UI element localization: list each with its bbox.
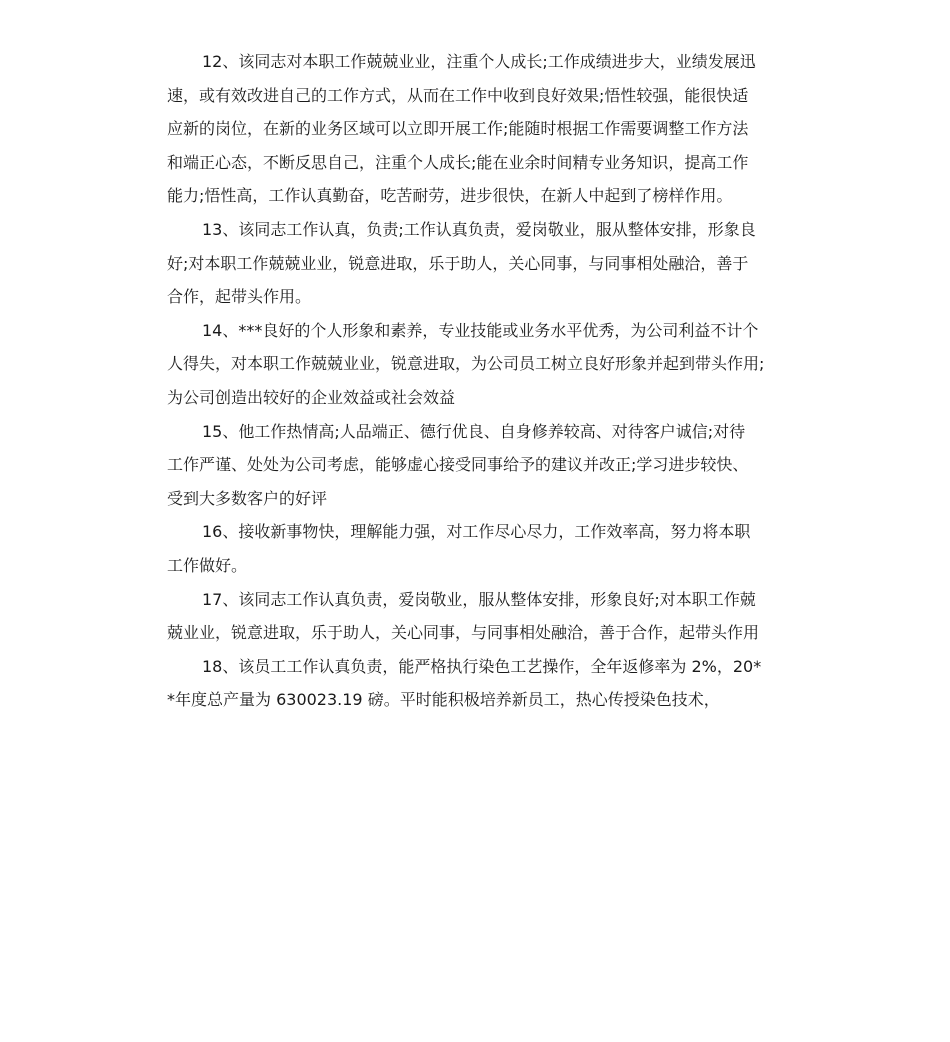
text-line: 14、***良好的个人形象和素养，专业技能或业务水平优秀，为公司利益不计个 [202,320,759,340]
text-line: 工作做好。 [167,555,248,575]
paragraph-17 [167,583,783,650]
document-body [167,45,783,717]
text-line: 兢业业，锐意进取，乐于助人，关心同事，与同事相处融洽，善于合作，起带头作用 [167,623,760,643]
text-line: 速，或有效改进自己的工作方式，从而在工作中收到良好效果;悟性较强，能很快适 [167,85,749,105]
text-line: 16、接收新事物快，理解能力强，对工作尽心尽力，工作效率高，努力将本职 [202,522,751,542]
text-line: 人得失，对本职工作兢兢业业，锐意进取，为公司员工树立良好形象并起到带头作用; [167,354,765,374]
paragraph-14 [167,314,783,415]
text-line: 合作，起带头作用。 [167,287,312,307]
text-line: 12、该同志对本职工作兢兢业业，注重个人成长;工作成绩进步大，业绩发展迅 [202,52,756,71]
paragraph-13 [167,213,783,314]
text-line: 能力;悟性高，工作认真勤奋，吃苦耐劳，进步很快，在新人中起到了榜样作用。 [167,186,733,206]
text-line: *年度总产量为 630023.19 磅。平时能积极培养新员工，热心传授染色技术， [167,690,720,710]
text-line: 工作严谨、处处为公司考虑，能够虚心接受同事给予的建议并改正;学习进步较快、 [167,455,749,475]
text-line: 18、该员工工作认真负责，能严格执行染色工艺操作，全年返修率为 2%，20* [202,656,762,676]
text-line: 13、该同志工作认真，负责;工作认真负责，爱岗敬业，服从整体安排，形象良 [202,219,756,239]
text-line: 17、该同志工作认真负责，爱岗敬业，服从整体安排，形象良好;对本职工作兢 [202,589,756,609]
paragraph-18 [167,650,783,717]
text-line: 应新的岗位，在新的业务区域可以立即开展工作;能随时根据工作需要调整工作方法 [167,119,749,139]
paragraph-16 [167,515,783,582]
paragraph-15 [167,415,783,516]
text-line: 好;对本职工作兢兢业业，锐意进取，乐于助人，关心同事，与同事相处融洽，善于 [167,253,749,273]
text-line: 15、他工作热情高;人品端正、德行优良、自身修养较高、对待客户诚信;对待 [202,421,746,441]
paragraph-12 [167,45,783,213]
text-line: 和端正心态，不断反思自己，注重个人成长;能在业余时间精专业务知识，提高工作 [167,152,749,172]
text-line: 为公司创造出较好的企业效益或社会效益 [167,387,456,407]
text-line: 受到大多数客户的好评 [167,488,328,508]
